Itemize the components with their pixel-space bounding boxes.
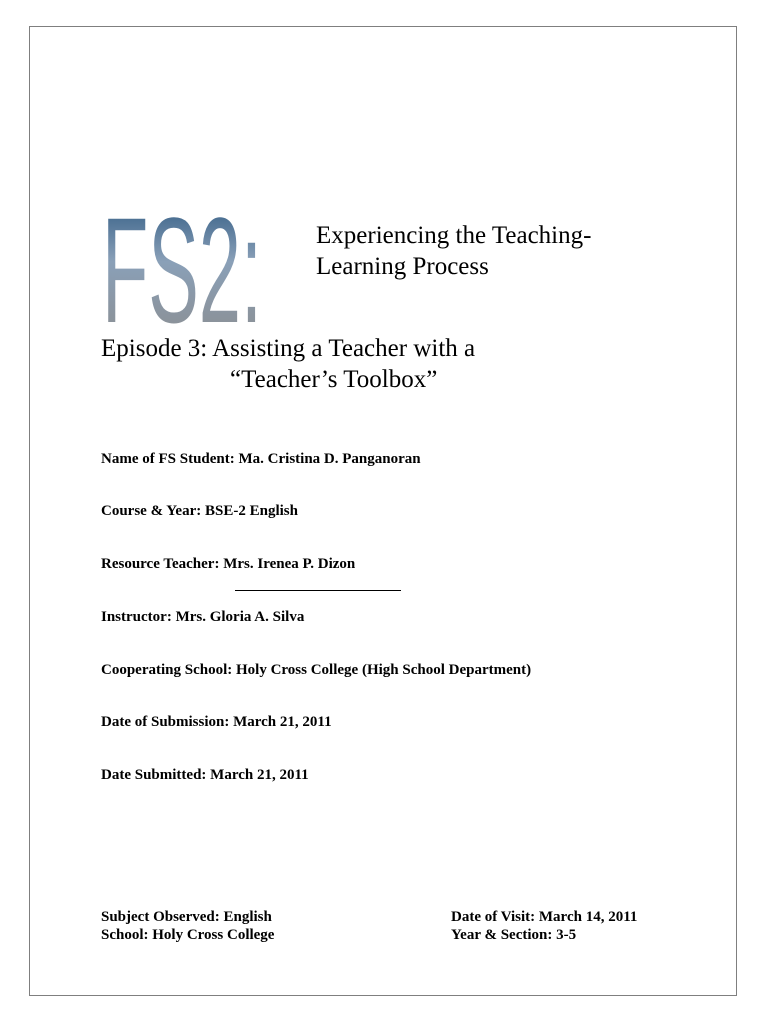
footer-left (101, 908, 274, 944)
resource-teacher-field: Resource Teacher: Mrs. Irenea P. Dizon (101, 556, 356, 572)
cooperating-school-field: Cooperating School: Holy Cross College (High School Department) (101, 662, 532, 678)
fs2-logo (100, 200, 270, 330)
subject-observed-field: Subject Observed: English (101, 909, 272, 925)
course-year-field: Course & Year: BSE-2 English (101, 503, 298, 519)
document-title (316, 220, 591, 282)
title-line-1: Experiencing the Teaching- (316, 222, 592, 249)
date-of-submission-field: Date of Submission: March 21, 2011 (101, 714, 332, 730)
date-of-visit-field: Date of Visit: March 14, 2011 (451, 909, 638, 925)
fs2-logo-text: FS2: (102, 200, 262, 330)
footer-right (451, 908, 637, 944)
episode-heading (101, 333, 475, 395)
instructor-field: Instructor: Mrs. Gloria A. Silva (101, 609, 305, 625)
title-line-2: Learning Process (316, 253, 489, 280)
year-section-field: Year & Section: 3-5 (451, 927, 577, 943)
episode-line-2: “Teacher’s Toolbox” (230, 366, 438, 393)
signature-underline (235, 590, 401, 591)
date-submitted-field: Date Submitted: March 21, 2011 (101, 767, 309, 783)
school-field: School: Holy Cross College (101, 927, 275, 943)
episode-line-1: Episode 3: Assisting a Teacher with a (101, 335, 476, 362)
student-name-field: Name of FS Student: Ma. Cristina D. Panganoran (101, 451, 421, 467)
